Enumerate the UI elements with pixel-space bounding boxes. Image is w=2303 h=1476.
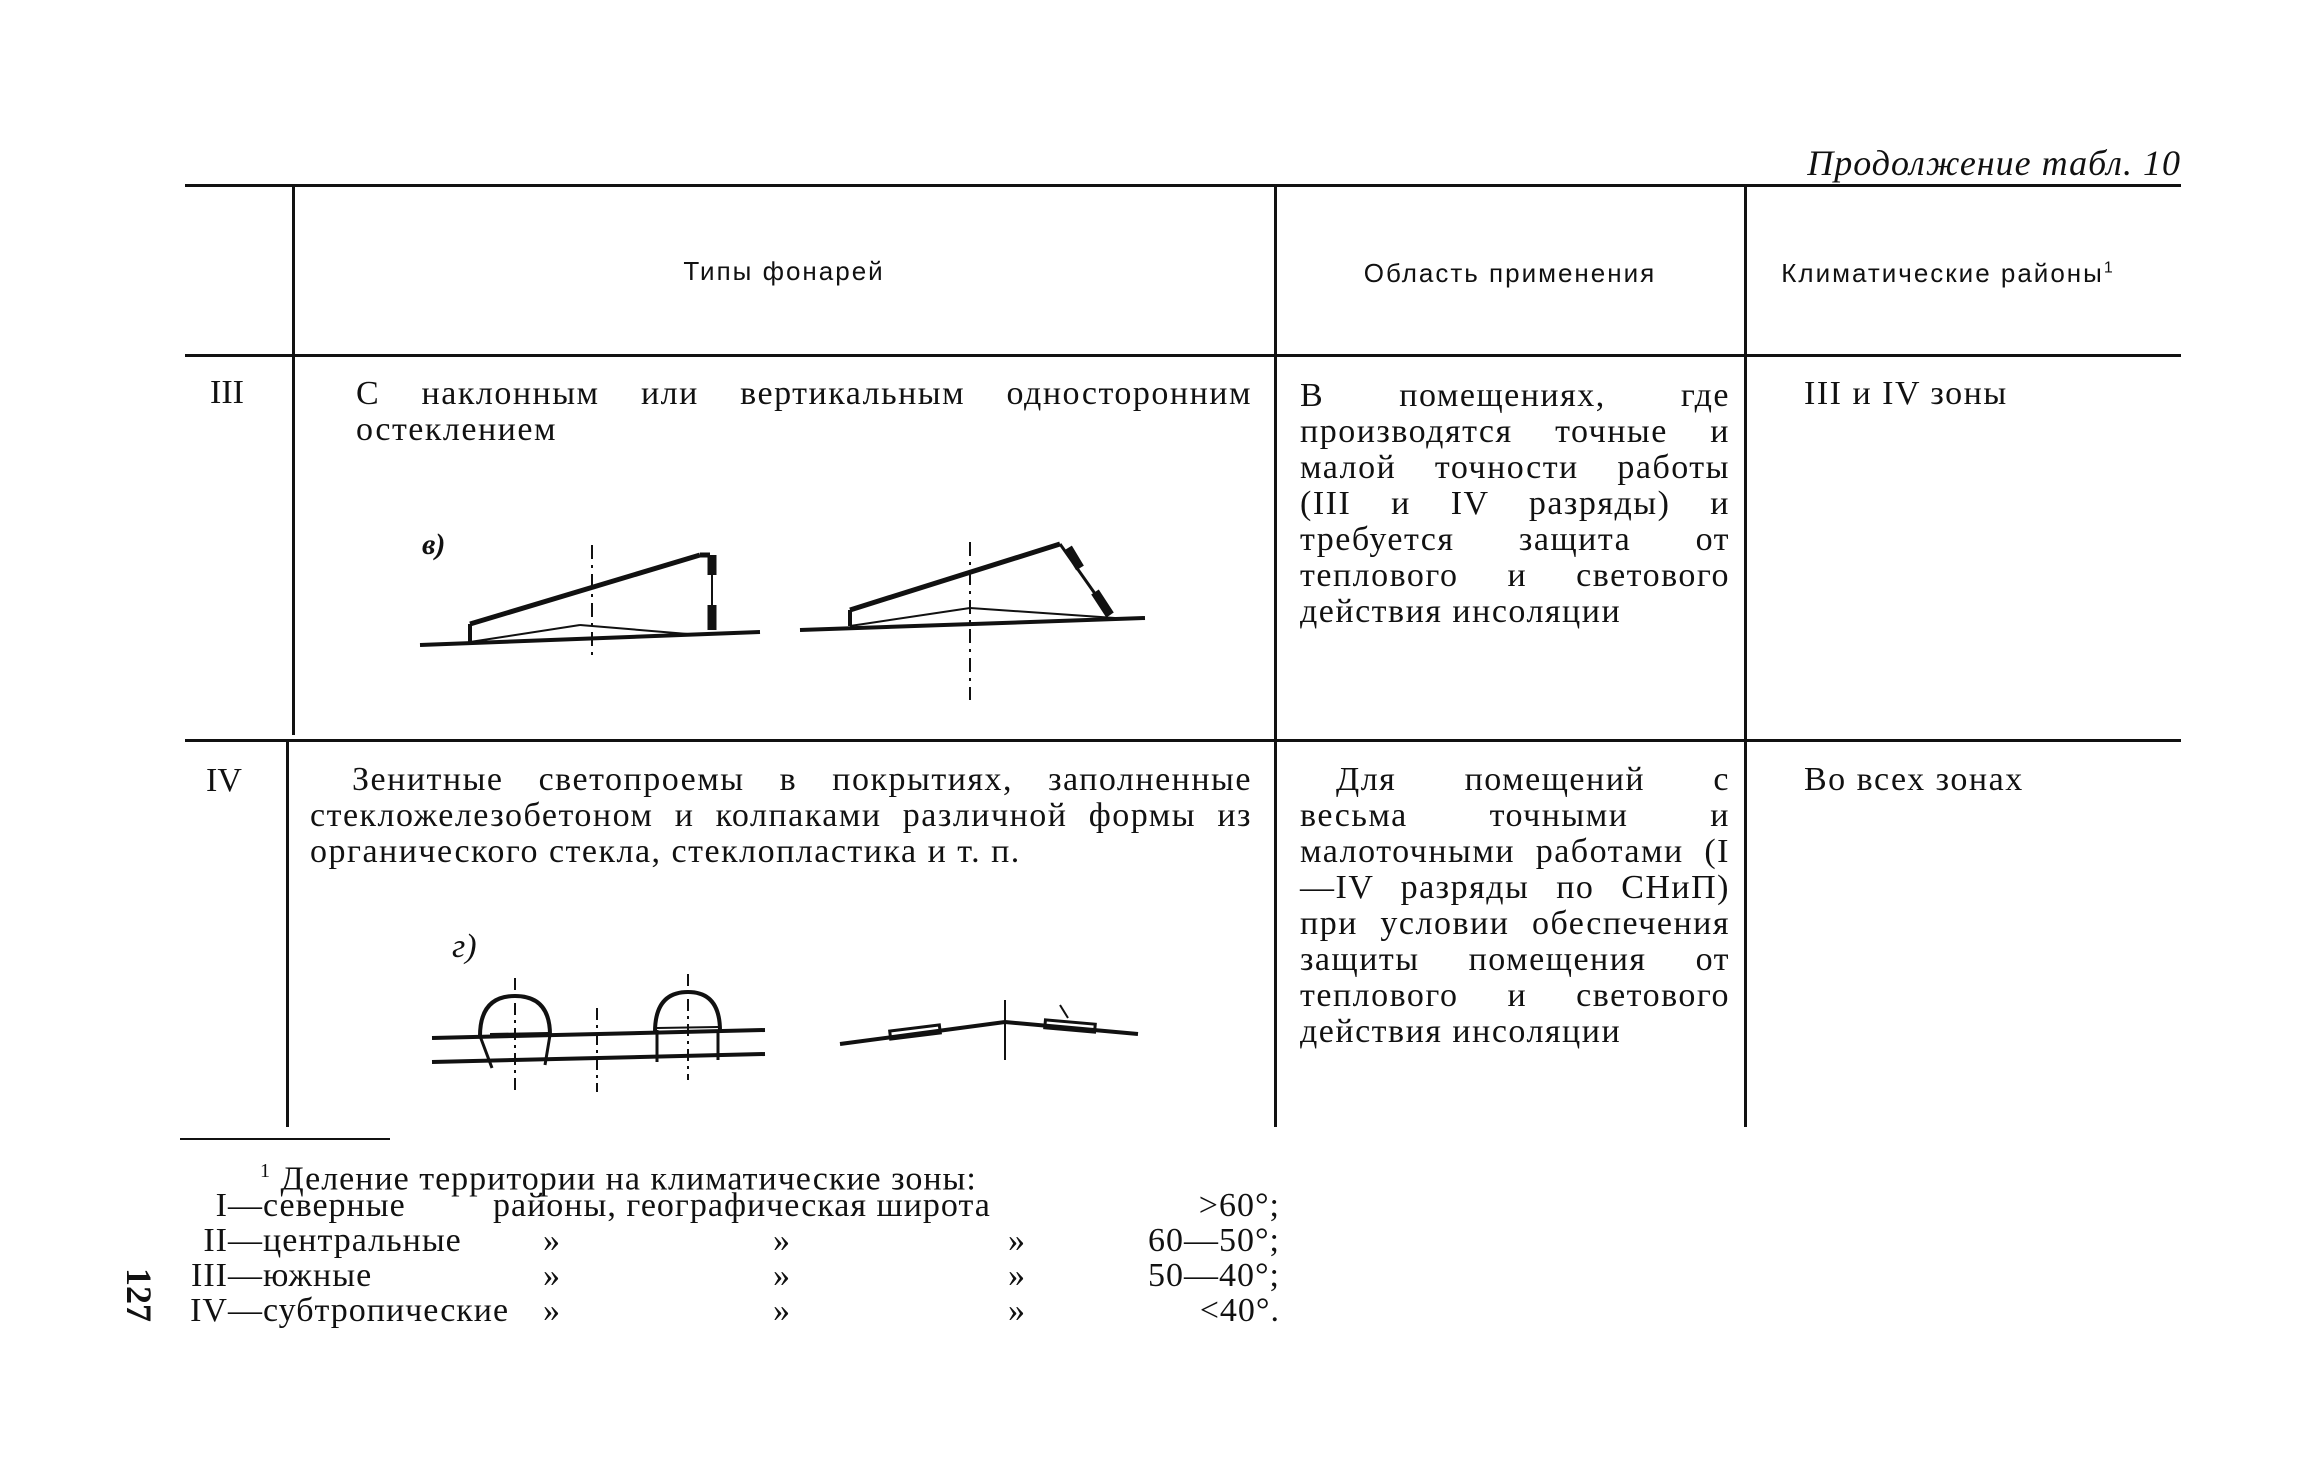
zone-dash: —: [228, 1222, 263, 1259]
header-climate-label: Климатические районы: [1781, 258, 2104, 288]
header-climate-footnote-mark: 1: [2103, 259, 2115, 277]
zone-num: IV: [190, 1292, 228, 1329]
column-rule-3: [1744, 187, 1747, 1127]
zone-ditto-1: »: [543, 1292, 561, 1329]
header-bottom-rule: [185, 354, 2181, 357]
row-number-iv: IV: [206, 762, 242, 799]
zone-num: I: [215, 1187, 228, 1224]
figure-label-v: в): [422, 528, 446, 561]
zone-ditto-1: »: [543, 1222, 561, 1259]
header-lantern-types: Типы фонарей: [683, 256, 885, 286]
zone-ditto-2: »: [773, 1292, 791, 1329]
footnote-zone-i: [200, 1188, 1280, 1224]
zone-value: <40°.: [1199, 1292, 1280, 1329]
zone-value: 50—40°;: [1147, 1257, 1280, 1294]
row-number-iii: III: [210, 374, 244, 411]
footnote-intro-text: Деление территории на климатические зоны:: [280, 1160, 977, 1198]
zone-ditto-2: »: [773, 1222, 791, 1259]
zone-desc: районы, географическая широта: [493, 1187, 991, 1224]
footnote-zone-ii: [190, 1223, 1280, 1259]
row-iii-type-text: С наклонным или вертикальным односторонним остеклением: [356, 375, 1252, 448]
row-iii-application-text: В помещениях, где производятся точные и малой точности работы (III и IV разряды) и требуется защита от теплового и светового действия инсоляции: [1300, 377, 1730, 630]
row-iv-type-text: Зенитные светопроемы в покрытиях, заполненные стекложелезобетоном и колпаками различной формы из органического стекла, стеклопластика и т. п.: [310, 761, 1252, 870]
row-iv-climate: Во всех зонах: [1804, 761, 2024, 798]
column-rule-1: [292, 187, 295, 735]
zone-dash: —: [228, 1257, 263, 1294]
column-rule-1b: [286, 742, 289, 1127]
header-application-area: Область применения: [1363, 258, 1657, 288]
zone-num: III: [191, 1257, 228, 1294]
footnote-zone-iii: [174, 1258, 1280, 1294]
zone-value: >60°;: [1198, 1187, 1280, 1224]
zone-ditto-3: »: [1008, 1222, 1026, 1259]
zone-name: центральные: [263, 1222, 462, 1259]
zone-num: II: [203, 1222, 228, 1259]
zone-value: 60—50°;: [1147, 1222, 1280, 1259]
footnote-separator: [180, 1138, 390, 1140]
table-continuation-caption: Продолжение табл. 10: [1807, 143, 2181, 183]
column-rule-2: [1274, 187, 1277, 1127]
page-number: 127: [119, 1268, 159, 1322]
zone-name: северные: [263, 1187, 406, 1224]
row-iv-application-text: Для помещений с весьма точными и малоточными работами (I—IV разряды по СНиП) при условии обеспечения защиты помещения от теплового и светового действия инсоляции: [1300, 761, 1730, 1050]
table-top-rule: [185, 184, 2181, 187]
sawtooth-lantern-drawing: [400, 520, 1180, 710]
figure-label-g: г): [452, 928, 477, 965]
header-climate-regions: [1748, 258, 2148, 289]
zenith-skylight-drawing: [420, 970, 1170, 1100]
zone-ditto-1: »: [543, 1257, 561, 1294]
row-iii-climate: III и IV зоны: [1804, 375, 2008, 412]
row-divider: [185, 739, 2181, 742]
zone-dash: —: [228, 1292, 263, 1329]
zone-ditto-2: »: [773, 1257, 791, 1294]
zone-dash: —: [228, 1187, 263, 1224]
footnote-zone-iv: [174, 1293, 1280, 1329]
zone-name: южные: [263, 1257, 373, 1294]
footnote-mark: 1: [260, 1160, 271, 1182]
zone-ditto-3: »: [1008, 1292, 1026, 1329]
zone-ditto-3: »: [1008, 1257, 1026, 1294]
zone-name: субтропические: [263, 1292, 510, 1329]
